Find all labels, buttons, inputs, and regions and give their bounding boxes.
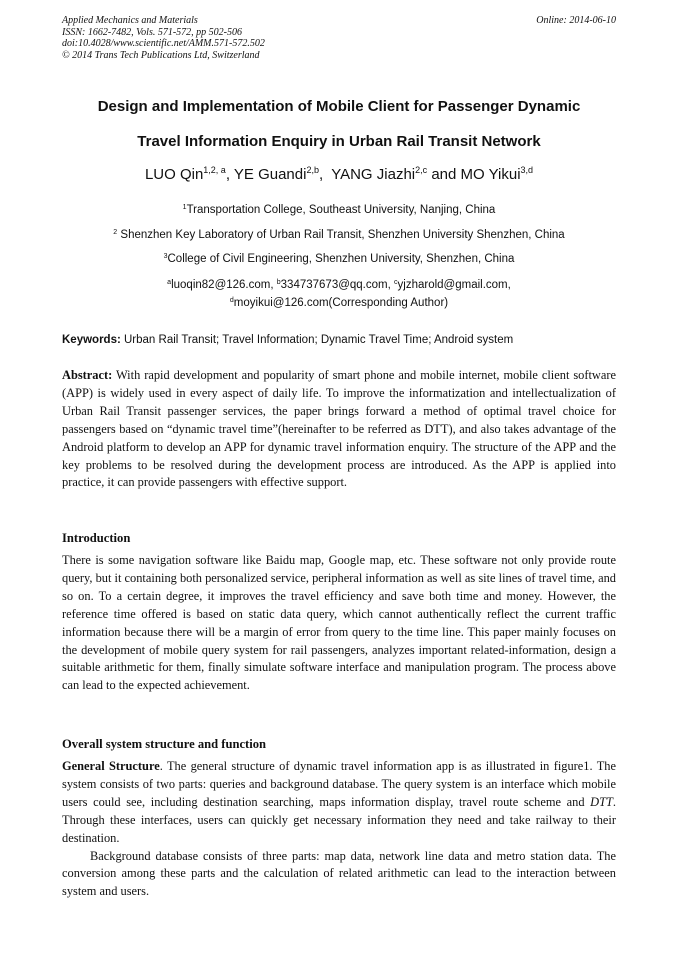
author-name: LUO Qin (144, 166, 204, 183)
email-superscript: d (229, 297, 234, 304)
overall-body (62, 758, 616, 901)
general-structure-paragraph (62, 758, 616, 848)
affiliation-superscript: 2 (113, 229, 118, 236)
email-line-2 (62, 294, 616, 312)
keywords (62, 332, 616, 348)
email-superscript: a (167, 279, 172, 286)
affiliation-2 (62, 228, 616, 243)
author-superscript: 2,c (415, 165, 428, 175)
title-line-2: Travel Information Enquiry in Urban Rail Transit Network (137, 133, 541, 150)
journal-name: Applied Mechanics and Materials (62, 15, 198, 26)
email-address: luoqin82@126.com, (171, 279, 274, 291)
affiliation-text: Shenzhen Key Laboratory of Urban Rail Transit, Shenzhen University Shenzhen, China (120, 229, 565, 241)
email-address: 334737673@qq.com, (280, 279, 391, 291)
author-name: YE Guandi (233, 166, 307, 183)
author-superscript: 1,2, a (203, 165, 226, 175)
author-emails (62, 276, 616, 312)
affiliation-superscript: 3 (163, 253, 168, 260)
introduction-body (62, 552, 616, 695)
affiliation-superscript: 1 (182, 204, 187, 211)
author-conjunction: and (431, 166, 457, 183)
email-address: moyikui@126.com(Corresponding Author) (233, 297, 449, 309)
journal-header (62, 15, 616, 61)
online-date: Online: 2014-06-10 (536, 15, 616, 26)
email-line-1 (62, 276, 616, 294)
abstract (62, 367, 616, 492)
author-list: LUO Qin$^{1,2, a}$, YE Guandi$^{2,b}$, YANG Jiazhi$^{2,c}$ and MO Yikui$^{3,d}$ (144, 165, 534, 183)
introduction-heading: Introduction (62, 531, 131, 545)
journal-issn: ISSN: 1662-7482, Vols. 571-572, pp 502-506 (62, 26, 242, 38)
introduction-paragraph: There is some navigation software like Baidu map, Google map, etc. These software not only provide route query, but it containing both personalized service, peripheral information as well as site lines of travel time, and so on. To a certain degree, it improves the travel efficiency and save both time and money. However, the reference time offered is based on static data query, which cannot authentically reflect the current traffic information because there will be a margin of error from query to the time line. This paper mainly focuses on the development of mobile query system for rail passengers, analyzes important related-information, design a suitable arithmetic for them, finally simulate software interface and manipulation program. The process above can lead to the expected achievement. (62, 553, 616, 693)
author-superscript: 2,b (306, 165, 319, 175)
general-structure-text-a: . The general structure of dynamic travel information app is as illustrated in figure1. The system consists of two parts: queries and background database. The query system is an interface which mobile users could see, including destination searching, maps information display, travel route scheme and (62, 759, 616, 809)
background-database-paragraph: Background database consists of three parts: map data, network line data and metro station data. The conversion among these parts and the calculation of related arithmetic can lead to the interaction between system and users. (62, 848, 616, 899)
email-address: yjzharold@gmail.com, (397, 279, 511, 291)
general-structure-label: General Structure (62, 759, 160, 773)
email-superscript: c (394, 279, 398, 286)
general-structure-text-b: . Through these interfaces, users can quickly get necessary information they need and take railway to their destination. (62, 794, 616, 845)
journal-copyright: © 2014 Trans Tech Publications Ltd, Switzerland (62, 49, 260, 61)
email-superscript: b (276, 279, 281, 286)
affiliation-3 (62, 252, 616, 267)
paper-title (62, 89, 616, 159)
author-superscript: 3,d (520, 165, 534, 175)
abstract-text: With rapid development and popularity of smart phone and mobile internet, mobile client software (APP) is widely used in every aspect of daily life. To improve the informatization and intellectualization of Urban Rail Transit passenger services, the paper brings forward a method of optimal travel choice for passengers based on “dynamic travel time”(hereinafter to be referred as DTT), and also takes advantage of the Android platform to develop an APP for dynamic travel information enquiry. The structure of the APP and the key problems to be resolved during the development process are introduced. As the APP is applied into practice, it can provide passengers with effective support. (62, 368, 617, 490)
overall-heading: Overall system structure and function (62, 737, 267, 751)
author-name: MO Yikui (460, 166, 521, 183)
title-line-1: Design and Implementation of Mobile Client for Passenger Dynamic (97, 98, 581, 115)
keywords-text: Urban Rail Transit; Travel Information; Dynamic Travel Time; Android system (124, 334, 514, 346)
affiliation-1 (62, 203, 616, 218)
journal-doi: doi:10.4028/www.scientific.net/AMM.571-572.502 (62, 38, 265, 49)
affiliation-text: College of Civil Engineering, Shenzhen University, Shenzhen, China (167, 253, 515, 265)
author-name: YANG Jiazhi (331, 166, 416, 183)
keywords-label: Keywords: (62, 334, 121, 346)
abstract-label: Abstract: (62, 368, 113, 382)
dtt-term: DTT (590, 794, 613, 809)
affiliation-text: Transportation College, Southeast University, Nanjing, China (186, 204, 496, 216)
